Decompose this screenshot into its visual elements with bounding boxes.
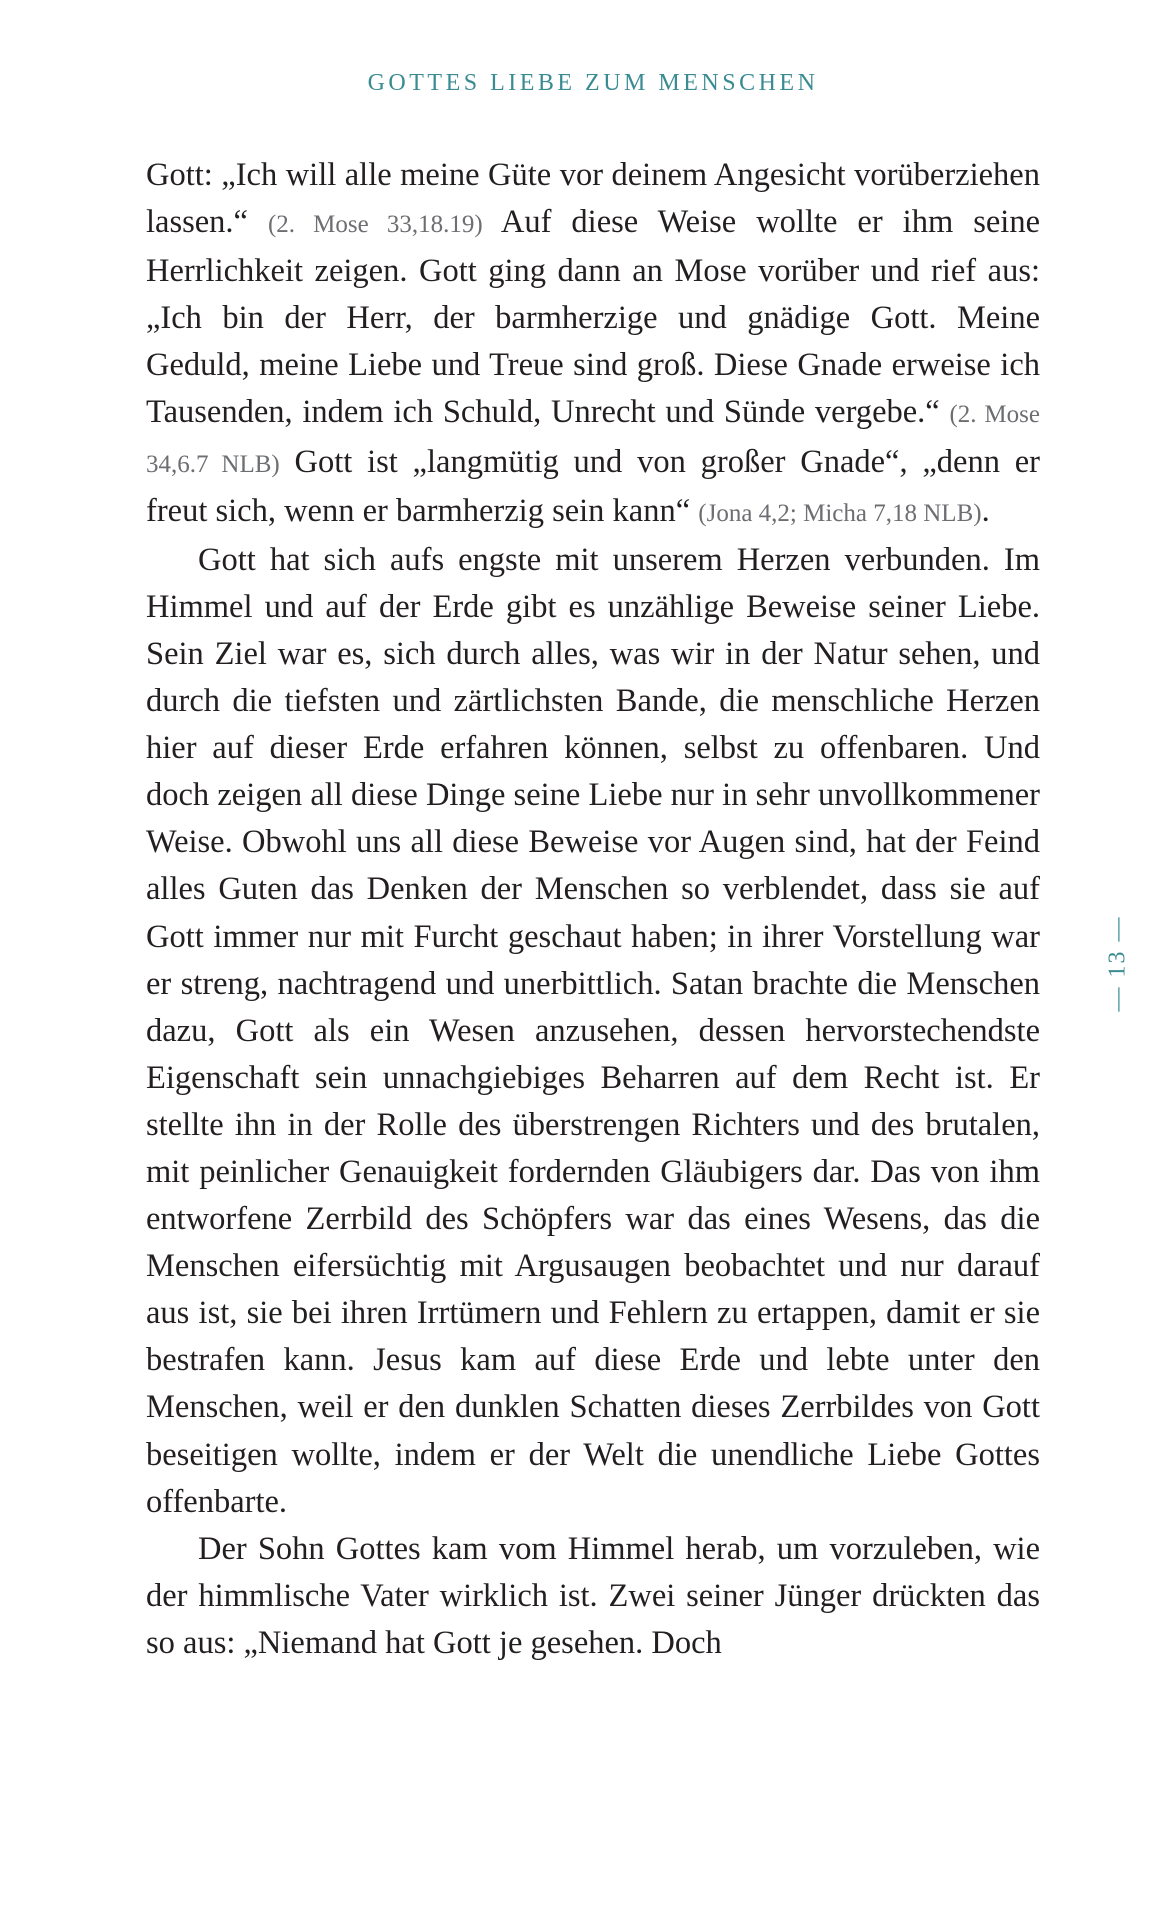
scripture-reference: (2. Mose 34,6.7 NLB) (146, 401, 1040, 478)
body-text (146, 152, 1040, 1667)
page-number: — 13 — (1104, 915, 1131, 1011)
running-head: GOTTES LIEBE ZUM MENSCHEN (367, 70, 819, 96)
text-segment: Gott ist „langmütig und von großer Gnade“, „denn er freut sich, wenn er barmherzig sein kann“ (146, 443, 1040, 529)
text-segment: Gott hat sich aufs engste mit unserem Herzen verbunden. Im Himmel und auf der Erde gibt es unzählige Beweise seiner Liebe. Sein Ziel war es, sich durch alles, was wir in der Natur sehen, und durch die tiefsten und zärtlichsten Bande, die menschliche Herzen hier auf dieser Erde erfahren können, selbst zu offenbaren. Und doch zeigen all diese Dinge seine Liebe nur in sehr unvollkommener Weise. Obwohl uns all diese Beweise vor Augen sind, hat der Feind alles Guten das Denken der Menschen so verblendet, dass sie auf Gott immer nur mit Furcht geschaut haben; in ihrer Vorstellung war er streng, nachtragend und unerbittlich. Satan brachte die Menschen dazu, Gott als ein Wesen anzusehen, dessen hervorstechendste Eigenschaft sein unnachgiebiges Beharren auf dem Recht ist. Er stellte ihn in der Rolle des überstrengen Richters und des brutalen, mit peinlicher Genauigkeit fordernden Gläubigers dar. Das von ihm entworfene Zerrbild des Schöpfers war das eines Wesens, das die Menschen eifersüchtig mit Argusaugen beobachtet und nur darauf aus ist, sie bei ihren Irrtümern und Fehlern zu ertappen, damit er sie bestrafen kann. Jesus kam auf diese Erde und lebte unter den Menschen, weil er den dunklen Schatten dieses Zerrbildes von Gott beseitigen wollte, indem er der Welt die unendliche Liebe Gottes offenbarte. (146, 541, 1040, 1520)
text-segment: Gott: „Ich will alle meine Güte vor deinem Angesicht vorüberziehen lassen.“ (146, 157, 1040, 241)
paragraph (146, 1526, 1040, 1667)
text-segment: Auf diese Weise wollte er ihm seine Herrlichkeit zeigen. Gott ging dann an Mose vorüber und rief aus: „Ich bin der Herr, der barmherzige und gnädige Gott. Meine Geduld, meine Liebe und Treue sind groß. Diese Gnade erweise ich Tausenden, indem ich Schuld, Unrecht und Sünde vergebe.“ (146, 204, 1041, 431)
scripture-reference: (2. Mose 33,18.19) (267, 211, 483, 239)
scripture-reference: (Jona 4,2; Micha 7,18 NLB) (698, 499, 982, 527)
paragraph (146, 152, 1040, 537)
paragraph (146, 537, 1040, 1526)
text-segment: Der Sohn Gottes kam vom Himmel herab, um vorzuleben, wie der himmlische Vater wirklich ist. Zwei seiner Jünger drückten das so aus: „Niemand hat Gott je gesehen. Doch (146, 1530, 1040, 1661)
page-number-area (1098, 908, 1138, 1018)
text-segment: . (981, 492, 990, 529)
